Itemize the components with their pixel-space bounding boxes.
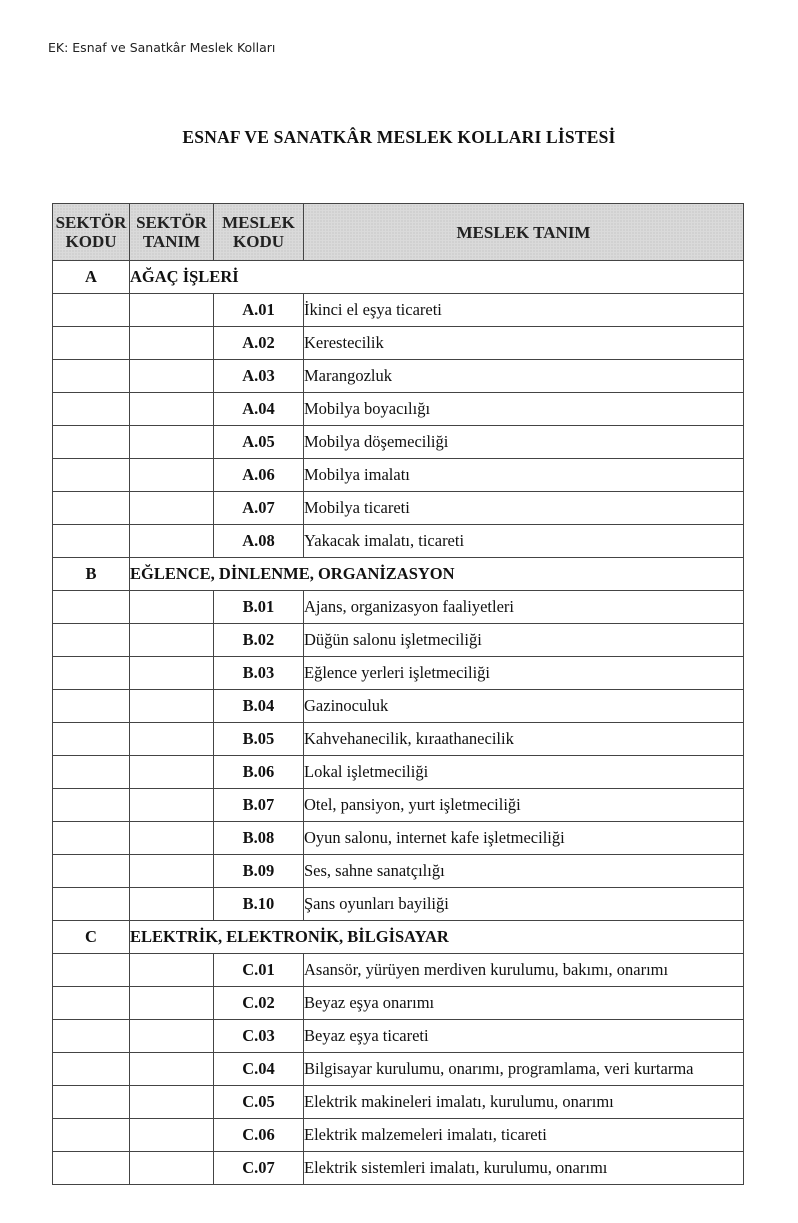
empty-cell [53, 525, 130, 558]
occupation-code: B.02 [214, 624, 304, 657]
occupation-code: B.05 [214, 723, 304, 756]
empty-cell [53, 294, 130, 327]
occupation-name: İkinci el eşya ticareti [304, 294, 744, 327]
empty-cell [53, 624, 130, 657]
document-title: ESNAF VE SANATKÂR MESLEK KOLLARI LİSTESİ [182, 127, 616, 147]
empty-cell [53, 1152, 130, 1185]
occupation-code: C.01 [214, 954, 304, 987]
table-row [53, 393, 744, 426]
empty-cell [53, 954, 130, 987]
column-header-sector-code [53, 204, 130, 261]
table-row [53, 1119, 744, 1152]
empty-cell [53, 1053, 130, 1086]
empty-cell [130, 459, 214, 492]
empty-cell [53, 459, 130, 492]
occupation-code: B.03 [214, 657, 304, 690]
empty-cell [130, 492, 214, 525]
occupation-code: C.05 [214, 1086, 304, 1119]
empty-cell [130, 294, 214, 327]
table-row [53, 294, 744, 327]
occupation-code: A.06 [214, 459, 304, 492]
sector-row [53, 261, 744, 294]
header-note: EK: Esnaf ve Sanatkâr Meslek Kolları [48, 40, 276, 55]
occupation-code: A.05 [214, 426, 304, 459]
table-row [53, 657, 744, 690]
empty-cell [53, 690, 130, 723]
table-row [53, 624, 744, 657]
table-row [53, 360, 744, 393]
occupation-name: Mobilya boyacılığı [304, 393, 744, 426]
occupation-code: B.08 [214, 822, 304, 855]
occupation-code: B.10 [214, 888, 304, 921]
occupation-name: Mobilya imalatı [304, 459, 744, 492]
table-row [53, 888, 744, 921]
empty-cell [53, 657, 130, 690]
occupation-code: C.07 [214, 1152, 304, 1185]
header-line: SEKTÖR [136, 213, 207, 232]
empty-cell [130, 327, 214, 360]
table-row [53, 855, 744, 888]
empty-cell [130, 624, 214, 657]
empty-cell [130, 1086, 214, 1119]
table-row [53, 954, 744, 987]
table-row [53, 690, 744, 723]
occupation-name: Yakacak imalatı, ticareti [304, 525, 744, 558]
empty-cell [53, 327, 130, 360]
header-line: SEKTÖR [55, 213, 127, 232]
empty-cell [130, 1020, 214, 1053]
occupation-name: Elektrik malzemeleri imalatı, ticareti [304, 1119, 744, 1152]
empty-cell [53, 492, 130, 525]
header-line: MESLEK [222, 213, 295, 232]
column-header-sector-name [130, 204, 214, 261]
empty-cell [53, 888, 130, 921]
occupation-name: Bilgisayar kurulumu, onarımı, programlama, veri kurtarma [304, 1053, 744, 1086]
sector-name: ELEKTRİK, ELEKTRONİK, BİLGİSAYAR [130, 921, 744, 954]
sector-code: B [53, 558, 130, 591]
empty-cell [53, 393, 130, 426]
empty-cell [130, 591, 214, 624]
empty-cell [130, 888, 214, 921]
empty-cell [53, 723, 130, 756]
occupation-code: A.08 [214, 525, 304, 558]
empty-cell [53, 855, 130, 888]
occupation-name: Mobilya döşemeciliği [304, 426, 744, 459]
empty-cell [130, 954, 214, 987]
empty-cell [53, 987, 130, 1020]
empty-cell [53, 1020, 130, 1053]
column-header-occupation-name [304, 204, 744, 261]
empty-cell [130, 756, 214, 789]
occupation-code: C.04 [214, 1053, 304, 1086]
table-row [53, 1020, 744, 1053]
empty-cell [53, 789, 130, 822]
sector-code: C [53, 921, 130, 954]
occupation-name: Şans oyunları bayiliği [304, 888, 744, 921]
empty-cell [130, 987, 214, 1020]
occupation-code: B.04 [214, 690, 304, 723]
empty-cell [130, 393, 214, 426]
occupation-name: Eğlence yerleri işletmeciliği [304, 657, 744, 690]
empty-cell [53, 1086, 130, 1119]
empty-cell [130, 723, 214, 756]
table-row [53, 327, 744, 360]
empty-cell [130, 822, 214, 855]
occupation-code: A.07 [214, 492, 304, 525]
occupation-name: Elektrik sistemleri imalatı, kurulumu, onarımı [304, 1152, 744, 1185]
empty-cell [53, 822, 130, 855]
header-line: KODU [233, 232, 284, 251]
header-line: KODU [65, 232, 117, 251]
occupation-name: Asansör, yürüyen merdiven kurulumu, bakımı, onarımı [304, 954, 744, 987]
empty-cell [130, 1152, 214, 1185]
occupation-code: C.06 [214, 1119, 304, 1152]
table-row [53, 723, 744, 756]
occupation-name: Lokal işletmeciliği [304, 756, 744, 789]
occupation-code: A.03 [214, 360, 304, 393]
occupation-name: Elektrik makineleri imalatı, kurulumu, onarımı [304, 1086, 744, 1119]
table-header-row [53, 204, 744, 261]
occupation-code: B.06 [214, 756, 304, 789]
occupation-name: Beyaz eşya onarımı [304, 987, 744, 1020]
table-row [53, 756, 744, 789]
table-row [53, 987, 744, 1020]
empty-cell [130, 690, 214, 723]
table-row [53, 822, 744, 855]
empty-cell [130, 426, 214, 459]
sector-name: AĞAÇ İŞLERİ [130, 261, 744, 294]
empty-cell [53, 360, 130, 393]
occupation-code: B.09 [214, 855, 304, 888]
empty-cell [53, 591, 130, 624]
table-row [53, 1152, 744, 1185]
table-row [53, 459, 744, 492]
table-row [53, 789, 744, 822]
occupation-code: A.01 [214, 294, 304, 327]
occupation-name: Otel, pansiyon, yurt işletmeciliği [304, 789, 744, 822]
table-row [53, 591, 744, 624]
empty-cell [130, 525, 214, 558]
table-row [53, 525, 744, 558]
header-line: TANIM [142, 232, 201, 251]
empty-cell [130, 789, 214, 822]
empty-cell [130, 1053, 214, 1086]
table-row [53, 426, 744, 459]
occupation-code: A.04 [214, 393, 304, 426]
occupation-code: C.02 [214, 987, 304, 1020]
table-row [53, 492, 744, 525]
occupation-code: B.01 [214, 591, 304, 624]
sector-name: EĞLENCE, DİNLENME, ORGANİZASYON [130, 558, 744, 591]
header-line: MESLEK TANIM [456, 222, 591, 242]
column-header-occupation-code [214, 204, 304, 261]
table-body [53, 261, 744, 1185]
occupation-code: C.03 [214, 1020, 304, 1053]
occupation-name: Kerestecilik [304, 327, 744, 360]
empty-cell [53, 426, 130, 459]
occupation-name: Mobilya ticareti [304, 492, 744, 525]
occupation-name: Beyaz eşya ticareti [304, 1020, 744, 1053]
sector-code: A [53, 261, 130, 294]
empty-cell [130, 855, 214, 888]
occupation-name: Gazinoculuk [304, 690, 744, 723]
occupation-name: Ses, sahne sanatçılığı [304, 855, 744, 888]
sector-row [53, 558, 744, 591]
empty-cell [53, 756, 130, 789]
occupation-code: A.02 [214, 327, 304, 360]
occupation-name: Marangozluk [304, 360, 744, 393]
occupation-table [52, 203, 744, 1185]
table-row [53, 1086, 744, 1119]
table-row [53, 1053, 744, 1086]
occupation-name: Düğün salonu işletmeciliği [304, 624, 744, 657]
empty-cell [53, 1119, 130, 1152]
occupation-name: Kahvehanecilik, kıraathanecilik [304, 723, 744, 756]
sector-row [53, 921, 744, 954]
empty-cell [130, 360, 214, 393]
occupation-name: Oyun salonu, internet kafe işletmeciliği [304, 822, 744, 855]
occupation-code: B.07 [214, 789, 304, 822]
empty-cell [130, 657, 214, 690]
occupation-name: Ajans, organizasyon faaliyetleri [304, 591, 744, 624]
empty-cell [130, 1119, 214, 1152]
